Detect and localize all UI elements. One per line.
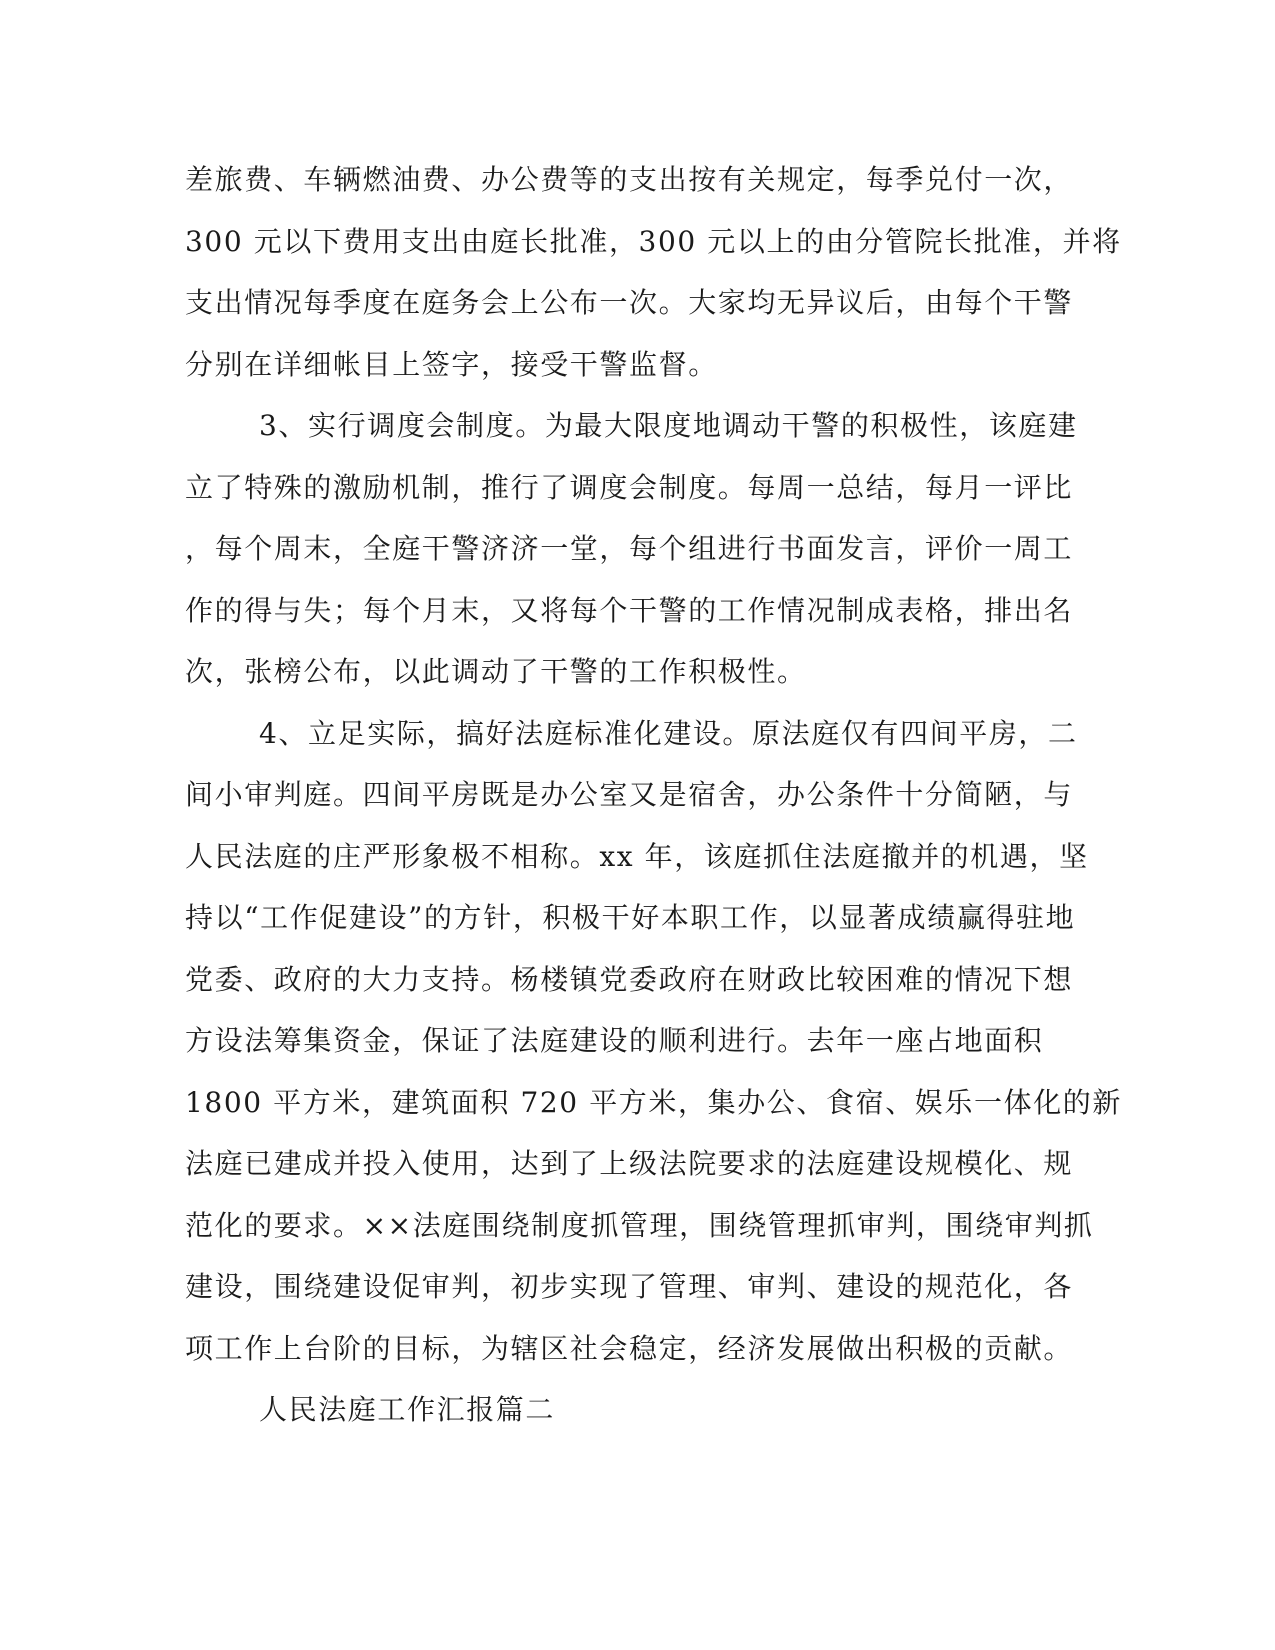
document-body: [185, 160, 1123, 1452]
text-line: 次，张榜公布，以此调动了干警的工作积极性。: [185, 655, 807, 688]
text-line: 方设法筹集资金，保证了法庭建设的顺利进行。去年一座占地面积: [185, 1024, 1044, 1057]
text-line: 差旅费、车辆燃油费、办公费等的支出按有关规定，每季兑付一次，: [185, 163, 1074, 196]
text-line: 间小审判庭。四间平房既是办公室又是宿舍，办公条件十分简陋，与: [185, 778, 1074, 811]
text-line: 1800 平方米，建筑面积 720 平方米，集办公、食宿、娱乐一体化的新: [185, 1085, 1123, 1119]
text-line: 党委、政府的大力支持。杨楼镇党委政府在财政比较困难的情况下想: [185, 962, 1074, 996]
text-line: 法庭已建成并投入使用，达到了上级法院要求的法庭建设规模化、规: [185, 1147, 1074, 1180]
paragraph-start-line: 4、立足实际，搞好法庭标准化建设。原法庭仅有四间平房，二: [259, 716, 1078, 750]
text-line: 建设，围绕建设促审判，初步实现了管理、审判、建设的规范化，各: [185, 1270, 1074, 1303]
text-line: 300 元以下费用支出由庭长批准，300 元以上的由分管院长批准，并将: [185, 224, 1122, 258]
section-heading: 人民法庭工作汇报篇二: [259, 1393, 556, 1426]
paragraph-start-line: 3、实行调度会制度。为最大限度地调动干警的积极性，该庭建: [259, 409, 1078, 442]
text-line: 人民法庭的庄严形象极不相称。xx 年，该庭抓住法庭撤并的机遇，坚: [185, 839, 1089, 873]
text-line: 持以“工作促建设”的方针，积极干好本职工作，以显著成绩赢得驻地: [185, 901, 1076, 934]
text-line: 支出情况每季度在庭务会上公布一次。大家均无异议后，由每个干警: [185, 286, 1074, 319]
text-line: 项工作上台阶的目标，为辖区社会稳定，经济发展做出积极的贡献。: [185, 1331, 1074, 1365]
text-line: 作的得与失；每个月末，又将每个干警的工作情况制成表格，排出名: [185, 593, 1074, 627]
text-line: 范化的要求。××法庭围绕制度抓管理，围绕管理抓审判，围绕审判抓: [185, 1208, 1094, 1242]
text-line: 分别在详细帐目上签字，接受干警监督。: [185, 347, 718, 381]
text-line: ，每个周末，全庭干警济济一堂，每个组进行书面发言，评价一周工: [185, 532, 1074, 565]
text-line: 立了特殊的激励机制，推行了调度会制度。每周一总结，每月一评比: [185, 470, 1074, 504]
